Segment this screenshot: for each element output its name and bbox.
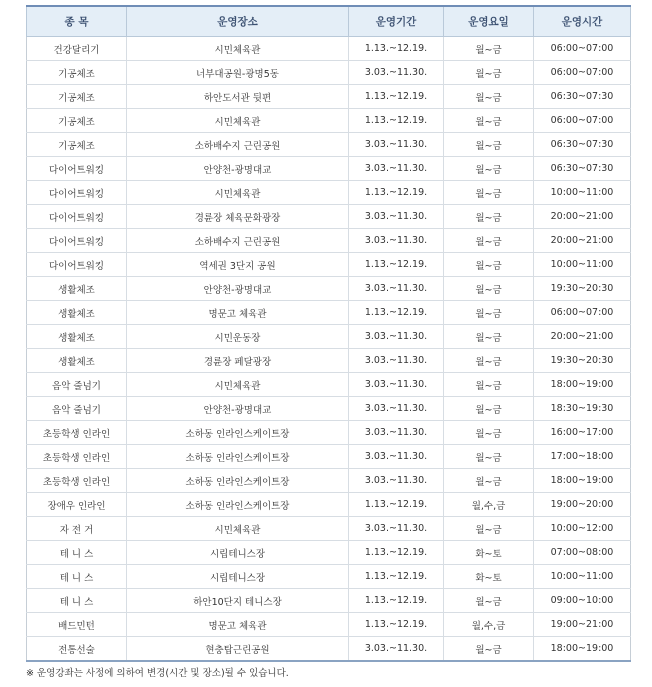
schedule-table (26, 5, 631, 662)
cell-location: 시민체육관 (127, 37, 349, 61)
table-row (27, 229, 631, 253)
cell-period: 3.03.~11.30. (349, 61, 444, 85)
table-row (27, 325, 631, 349)
header-row (27, 6, 631, 37)
cell-period: 1.13.~12.19. (349, 613, 444, 637)
cell-location: 소하배수지 근린공원 (127, 133, 349, 157)
cell-time: 10:00~11:00 (534, 181, 631, 205)
cell-period: 1.13.~12.19. (349, 37, 444, 61)
cell-time: 10:00~12:00 (534, 517, 631, 541)
cell-time: 18:00~19:00 (534, 373, 631, 397)
table-row (27, 493, 631, 517)
table-row (27, 253, 631, 277)
cell-location: 시립테니스장 (127, 541, 349, 565)
cell-location: 역세권 3단지 공원 (127, 253, 349, 277)
table-row (27, 421, 631, 445)
cell-period: 3.03.~11.30. (349, 325, 444, 349)
cell-time: 17:00~18:00 (534, 445, 631, 469)
cell-category: 초등학생 인라인 (27, 445, 127, 469)
table-row (27, 205, 631, 229)
cell-location: 시민체육관 (127, 373, 349, 397)
cell-period: 3.03.~11.30. (349, 349, 444, 373)
table-row (27, 637, 631, 662)
cell-time: 20:00~21:00 (534, 229, 631, 253)
cell-days: 화~토 (444, 565, 534, 589)
cell-period: 1.13.~12.19. (349, 589, 444, 613)
table-body (27, 37, 631, 662)
header-category: 종 목 (27, 6, 127, 37)
cell-category: 다이어트워킹 (27, 205, 127, 229)
cell-category: 생활체조 (27, 277, 127, 301)
cell-days: 월~금 (444, 253, 534, 277)
cell-location: 시민체육관 (127, 517, 349, 541)
cell-location: 소하동 인라인스케이트장 (127, 445, 349, 469)
cell-period: 1.13.~12.19. (349, 109, 444, 133)
table-row (27, 133, 631, 157)
cell-category: 테 니 스 (27, 565, 127, 589)
cell-time: 06:30~07:30 (534, 157, 631, 181)
table-row (27, 445, 631, 469)
table-row (27, 109, 631, 133)
cell-location: 경륜장 체육문화광장 (127, 205, 349, 229)
table-row (27, 469, 631, 493)
cell-days: 월~금 (444, 157, 534, 181)
cell-category: 초등학생 인라인 (27, 469, 127, 493)
cell-category: 건강달리기 (27, 37, 127, 61)
cell-days: 월~금 (444, 397, 534, 421)
cell-period: 1.13.~12.19. (349, 565, 444, 589)
table-header (27, 6, 631, 37)
table-row (27, 37, 631, 61)
cell-period: 3.03.~11.30. (349, 445, 444, 469)
table-row (27, 181, 631, 205)
cell-location: 명문고 체육관 (127, 613, 349, 637)
cell-days: 월~금 (444, 325, 534, 349)
cell-days: 월~금 (444, 37, 534, 61)
cell-days: 월~금 (444, 85, 534, 109)
cell-category: 음악 줄넘기 (27, 373, 127, 397)
cell-time: 06:00~07:00 (534, 109, 631, 133)
table-row (27, 349, 631, 373)
table-row (27, 277, 631, 301)
cell-days: 월~금 (444, 133, 534, 157)
cell-location: 경륜장 페달광장 (127, 349, 349, 373)
table-row (27, 541, 631, 565)
cell-time: 19:00~21:00 (534, 613, 631, 637)
cell-time: 16:00~17:00 (534, 421, 631, 445)
cell-location: 안양천-광명대교 (127, 157, 349, 181)
cell-period: 3.03.~11.30. (349, 229, 444, 253)
cell-location: 안양천-광명대교 (127, 397, 349, 421)
cell-period: 3.03.~11.30. (349, 373, 444, 397)
cell-category: 전통선술 (27, 637, 127, 662)
cell-location: 시립테니스장 (127, 565, 349, 589)
cell-time: 18:30~19:30 (534, 397, 631, 421)
cell-period: 1.13.~12.19. (349, 181, 444, 205)
cell-category: 초등학생 인라인 (27, 421, 127, 445)
cell-days: 월~금 (444, 637, 534, 662)
cell-time: 06:00~07:00 (534, 301, 631, 325)
cell-period: 3.03.~11.30. (349, 469, 444, 493)
table-row (27, 301, 631, 325)
cell-period: 3.03.~11.30. (349, 637, 444, 662)
cell-location: 하안10단지 테니스장 (127, 589, 349, 613)
cell-category: 기공체조 (27, 85, 127, 109)
cell-category: 기공체조 (27, 109, 127, 133)
schedule-table-container (26, 5, 630, 662)
cell-time: 07:00~08:00 (534, 541, 631, 565)
cell-days: 월~금 (444, 517, 534, 541)
table-row (27, 373, 631, 397)
header-location: 운영장소 (127, 6, 349, 37)
table-row (27, 85, 631, 109)
cell-category: 생활체조 (27, 349, 127, 373)
cell-period: 3.03.~11.30. (349, 205, 444, 229)
cell-location: 현충탑근린공원 (127, 637, 349, 662)
cell-time: 09:00~10:00 (534, 589, 631, 613)
cell-days: 월,수,금 (444, 613, 534, 637)
cell-location: 하안도서관 뒷편 (127, 85, 349, 109)
cell-days: 월~금 (444, 589, 534, 613)
cell-category: 테 니 스 (27, 589, 127, 613)
cell-time: 06:30~07:30 (534, 133, 631, 157)
cell-time: 18:00~19:00 (534, 637, 631, 662)
table-row (27, 565, 631, 589)
cell-location: 소하배수지 근린공원 (127, 229, 349, 253)
cell-category: 생활체조 (27, 301, 127, 325)
cell-category: 기공체조 (27, 61, 127, 85)
cell-location: 소하동 인라인스케이트장 (127, 421, 349, 445)
header-period: 운영기간 (349, 6, 444, 37)
footnote-text: ※ 운영강좌는 사정에 의하여 변경(시간 및 장소)될 수 있습니다. (26, 668, 289, 679)
cell-location: 너부대공원-광명5동 (127, 61, 349, 85)
header-time: 운영시간 (534, 6, 631, 37)
table-row (27, 589, 631, 613)
cell-time: 06:00~07:00 (534, 37, 631, 61)
cell-location: 시민운동장 (127, 325, 349, 349)
cell-category: 배드민턴 (27, 613, 127, 637)
table-row (27, 157, 631, 181)
cell-period: 1.13.~12.19. (349, 541, 444, 565)
cell-time: 20:00~21:00 (534, 205, 631, 229)
cell-location: 소하동 인라인스케이트장 (127, 493, 349, 517)
cell-period: 3.03.~11.30. (349, 421, 444, 445)
cell-days: 월~금 (444, 229, 534, 253)
cell-days: 월~금 (444, 349, 534, 373)
cell-days: 월~금 (444, 181, 534, 205)
cell-time: 19:30~20:30 (534, 349, 631, 373)
cell-category: 음악 줄넘기 (27, 397, 127, 421)
cell-time: 06:30~07:30 (534, 85, 631, 109)
table-row (27, 61, 631, 85)
cell-days: 월~금 (444, 445, 534, 469)
cell-category: 생활체조 (27, 325, 127, 349)
cell-location: 소하동 인라인스케이트장 (127, 469, 349, 493)
cell-category: 장애우 인라인 (27, 493, 127, 517)
cell-category: 다이어트워킹 (27, 181, 127, 205)
table-row (27, 397, 631, 421)
cell-time: 10:00~11:00 (534, 253, 631, 277)
cell-time: 19:30~20:30 (534, 277, 631, 301)
cell-time: 20:00~21:00 (534, 325, 631, 349)
cell-days: 월~금 (444, 469, 534, 493)
cell-days: 화~토 (444, 541, 534, 565)
cell-period: 3.03.~11.30. (349, 133, 444, 157)
table-row (27, 517, 631, 541)
cell-category: 기공체조 (27, 133, 127, 157)
cell-location: 명문고 체육관 (127, 301, 349, 325)
cell-days: 월~금 (444, 109, 534, 133)
cell-period: 3.03.~11.30. (349, 517, 444, 541)
cell-period: 1.13.~12.19. (349, 253, 444, 277)
cell-time: 10:00~11:00 (534, 565, 631, 589)
cell-location: 안양천-광명대교 (127, 277, 349, 301)
cell-period: 3.03.~11.30. (349, 277, 444, 301)
table-row (27, 613, 631, 637)
cell-time: 18:00~19:00 (534, 469, 631, 493)
cell-location: 시민체육관 (127, 181, 349, 205)
cell-period: 3.03.~11.30. (349, 157, 444, 181)
cell-days: 월~금 (444, 301, 534, 325)
cell-period: 1.13.~12.19. (349, 493, 444, 517)
header-days: 운영요일 (444, 6, 534, 37)
cell-days: 월~금 (444, 373, 534, 397)
cell-category: 다이어트워킹 (27, 229, 127, 253)
cell-category: 다이어트워킹 (27, 253, 127, 277)
cell-time: 19:00~20:00 (534, 493, 631, 517)
cell-days: 월~금 (444, 277, 534, 301)
cell-days: 월~금 (444, 205, 534, 229)
cell-period: 1.13.~12.19. (349, 301, 444, 325)
cell-category: 테 니 스 (27, 541, 127, 565)
cell-category: 다이어트워킹 (27, 157, 127, 181)
cell-category: 자 전 거 (27, 517, 127, 541)
cell-period: 1.13.~12.19. (349, 85, 444, 109)
cell-days: 월~금 (444, 61, 534, 85)
cell-days: 월~금 (444, 421, 534, 445)
cell-location: 시민체육관 (127, 109, 349, 133)
cell-days: 월,수,금 (444, 493, 534, 517)
cell-period: 3.03.~11.30. (349, 397, 444, 421)
cell-time: 06:00~07:00 (534, 61, 631, 85)
